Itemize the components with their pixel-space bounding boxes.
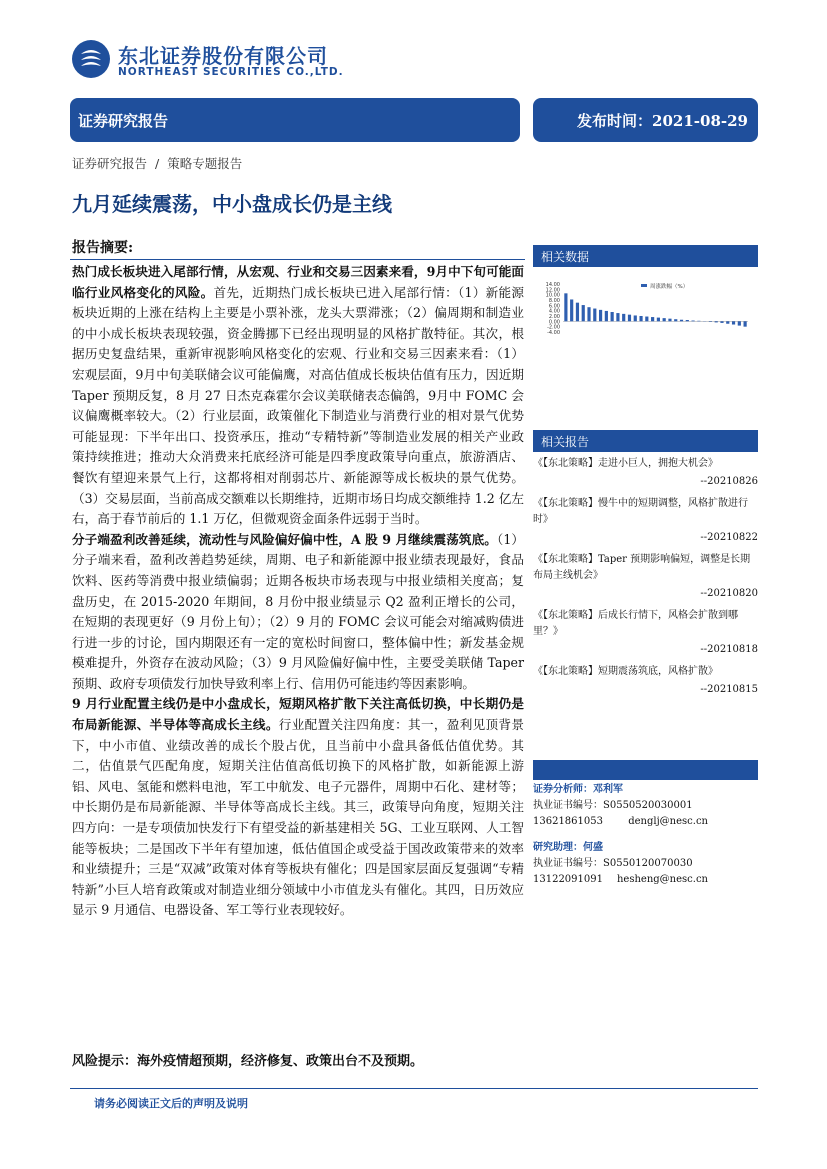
paragraph-text: 首先，近期热门成长板块已进入尾部行情：（1）新能源板块近期的上涨在结构上主要是小票补涨，龙头大票滞涨；（2）偏周期和制造业的中小成长板块表现较强，资金腾挪下已经出现明显的风格扩散特征。其次，根据历史复盘结果，重新审视影响风格变化的宏观、行业和交易三因素来看：（1）宏观层面，9月中旬美联储会议可能偏鹰，对高估值成长板块估值有压力，因近期 Taper 预期反复，8 月 27 日杰克森霍尔会议美联储表态偏鸽，9月中 FOMC 会议偏鹰概率较大。（2）行业层面，政策催化下制造业与消费行业的相对景气优势可能显现：下半年出口、投资承压，推动“专精特新”等制造业发展的相关产业政策持续推进；推动大众消费来托底经济可能是四季度政策导向重点，旅游酒店、餐饮有望迎来景气上行，这都将相对削弱芯片、新能源等成长板块的景气优势。（3）交易层面，当前高成交额难以长期维持，近期市场日均成交额维持 1.2 亿左右，高于春节前后的 1.1 万亿，但微观资金面条件远弱于当时。 xyxy=(72,284,525,527)
report-item[interactable] xyxy=(533,496,758,546)
breadcrumb-item: 证券研究报告 xyxy=(72,156,148,171)
chart-bar xyxy=(726,321,729,323)
report-title: 《【东北策略】慢牛中的短期调整，风格扩散进行时》 xyxy=(533,498,748,525)
related-data-label: 相关数据 xyxy=(541,249,590,264)
assistant-license: 执业证书编号：S0550120070030 xyxy=(533,858,693,869)
chart-bar xyxy=(668,319,671,322)
chart-bar xyxy=(611,312,614,321)
logo-mark-icon xyxy=(72,40,110,78)
related-data-heading xyxy=(533,245,758,267)
legend-label: 周涨跌幅（%） xyxy=(650,284,689,290)
breadcrumb-item: 策略专题报告 xyxy=(167,156,243,171)
chart-bar xyxy=(645,317,648,322)
related-data-chart xyxy=(533,270,758,410)
chart-bar xyxy=(605,311,608,321)
analyst-license: 执业证书编号：S0550520030001 xyxy=(533,800,693,811)
chart-bar xyxy=(744,321,747,326)
chart-bar xyxy=(576,303,579,322)
chart-bar xyxy=(686,320,689,321)
chart-bar xyxy=(680,320,683,322)
report-date: --20210820 xyxy=(700,588,758,599)
breadcrumb-separator: / xyxy=(155,156,160,171)
related-reports-list xyxy=(533,456,758,704)
risk-warning: 风险提示：海外疫情超预期，经济修复、政策出台不及预期。 xyxy=(72,1054,424,1069)
chart-bar xyxy=(639,316,642,321)
company-name-en: NORTHEAST SECURITIES CO.,LTD. xyxy=(118,66,344,78)
analyst-email[interactable]: denglj@nesc.cn xyxy=(628,816,708,827)
legend-swatch xyxy=(641,284,647,287)
analyst-contact xyxy=(533,814,758,830)
report-date: --20210822 xyxy=(700,532,758,543)
report-item[interactable] xyxy=(533,608,758,658)
chart-bar xyxy=(593,309,596,322)
publish-date-label: 发布时间：2021-08-29 xyxy=(577,111,748,130)
y-tick-label: -4.00 xyxy=(547,330,560,336)
y-tick-label: 2.00 xyxy=(548,314,560,320)
analyst-phone: 13621861053 xyxy=(533,816,603,827)
summary-paragraph xyxy=(72,530,524,695)
y-tick-label: -2.00 xyxy=(547,324,560,331)
chart-bar xyxy=(715,321,718,322)
related-reports-label: 相关报告 xyxy=(541,434,590,449)
assistant-email[interactable]: hesheng@nesc.cn xyxy=(616,874,708,885)
report-type-label: 证券研究报告 xyxy=(78,111,169,130)
footer-disclaimer[interactable]: 请务必阅读正文后的声明及说明 xyxy=(94,1097,248,1110)
assistant-phone: 13122091091 xyxy=(533,874,603,885)
divider xyxy=(70,259,525,260)
related-reports-heading xyxy=(533,430,758,452)
report-date: --20210818 xyxy=(700,644,758,655)
chart-bar xyxy=(616,313,619,321)
chart-bar xyxy=(738,321,741,325)
summary-paragraph xyxy=(72,262,524,530)
bar-chart xyxy=(533,270,758,410)
analyst-header-bar xyxy=(533,760,758,780)
chart-bar xyxy=(720,321,723,323)
y-tick-label: 8.00 xyxy=(548,298,560,304)
report-title: 《【东北策略】Taper 预期影响偏短，调整是长期布局主线机会》 xyxy=(533,554,751,581)
report-date: --20210815 xyxy=(700,684,758,695)
footer-divider xyxy=(70,1088,758,1089)
report-type-band xyxy=(70,98,520,142)
paragraph-lead: 热门成长板块进入尾部行情，从宏观、行业和交易三因素来看，9月中下旬可能面临行业风格变化的风险。 xyxy=(72,264,524,300)
report-item[interactable] xyxy=(533,456,758,490)
chart-bar xyxy=(622,314,625,321)
breadcrumb xyxy=(72,154,246,172)
paragraph-text: （1）分子端来看，盈利改善趋势延续，周期、电子和新能源中报业绩表现最好，食品饮料、医药等消费中报业绩偏弱；近期各板块市场表现与中报业绩相关度高；复盘历史，在 2015-2020 年期间，8 月份中报业绩显示 Q2 盈利正增长的公司，在短期的表现更好（9 月份上旬）；（2）9 月的 FOMC 会议可能会对缩减购债进行进一步的讨论，国内期限还有一定的宽松时间窗口，整体偏中性；新发基金规模难提升，外资存在波动风险；（3）9 月风险偏好偏中性，主要受美联储 Taper 预期、政府专项债发行加快导致利率上行、信用仍可能违约等因素影响。 xyxy=(72,531,525,691)
chart-bar xyxy=(663,318,666,321)
chart-bar xyxy=(657,318,660,322)
analyst-role: 证券分析师：邓利军 xyxy=(533,784,623,795)
report-title: 《【东北策略】走进小巨人，拥抱大机会》 xyxy=(533,458,718,469)
chart-bar xyxy=(582,305,585,321)
page-title: 九月延续震荡，中小盘成长仍是主线 xyxy=(72,192,392,216)
chart-bar xyxy=(697,321,700,322)
y-tick-label: 4.00 xyxy=(548,308,560,315)
company-name-cn: 东北证券股份有限公司 xyxy=(118,44,328,68)
report-date: --20210826 xyxy=(700,476,758,487)
y-tick-label: 14.00 xyxy=(545,282,560,288)
chart-bar xyxy=(651,317,654,321)
report-title: 《【东北策略】短期震荡筑底，风格扩散》 xyxy=(533,666,718,677)
y-tick-label: 12.00 xyxy=(545,287,560,294)
assistant-role: 研究助理：何盛 xyxy=(533,842,603,853)
report-title: 《【东北策略】后成长行情下，风格会扩散到哪里？》 xyxy=(533,610,738,637)
publish-date-band xyxy=(533,98,758,142)
paragraph-lead: 分子端盈利改善延续，流动性与风险偏好偏中性，A 股 9 月继续震荡筑底。 xyxy=(72,531,497,547)
assistant-contact xyxy=(533,872,758,888)
summary-body xyxy=(72,262,524,921)
chart-bar xyxy=(709,321,712,322)
chart-bar xyxy=(634,315,637,321)
chart-bar xyxy=(587,307,590,321)
company-logo xyxy=(72,40,110,78)
chart-bar xyxy=(691,321,694,322)
chart-bar xyxy=(564,293,567,321)
analyst-info xyxy=(533,782,758,888)
chart-bar xyxy=(570,299,573,321)
report-item[interactable] xyxy=(533,552,758,602)
chart-bar xyxy=(628,315,631,322)
y-tick-label: 10.00 xyxy=(545,292,560,299)
summary-heading: 报告摘要: xyxy=(72,240,134,256)
y-tick-label: 0.00 xyxy=(548,319,560,326)
report-item[interactable] xyxy=(533,664,758,698)
chart-bar xyxy=(732,321,735,324)
y-tick-label: 6.00 xyxy=(548,303,560,310)
summary-paragraph xyxy=(72,694,524,921)
chart-bar xyxy=(599,310,602,321)
chart-bar xyxy=(674,319,677,321)
paragraph-text: 行业配置关注四角度：其一，盈利见顶背景下，中小市值、业绩改善的成长个股占优，且当前中小盘具备低估值优势。其二，估值景气匹配角度，短期关注估值高低切换下的风格扩散，如新能源上游铝、风电、氢能和燃料电池，军工中航发、电子元器件，周期中石化、建材等；中长期仍是布局新能源、半导体等高成长主线。其三，政策导向角度，短期关注四方向：一是专项债加快发行下有望受益的新基建相关 5G、工业互联网、人工智能等板块；二是国改下半年有望加速，低估值国企或受益于国改政策带来的效率和业绩提升；三是“双减”政策对体育等板块有催化；四是国家层面反复强调“专精特新”小巨人培育政策或对制造业细分领域中小市值龙头有催化。其四，日历效应显示 9 月通信、电器设备、军工等行业表现较好。 xyxy=(72,717,525,918)
paragraph-lead: 9 月行业配置主线仍是中小盘成长，短期风格扩散下关注高低切换，中长期仍是布局新能源、半导体等高成长主线。 xyxy=(72,696,524,733)
